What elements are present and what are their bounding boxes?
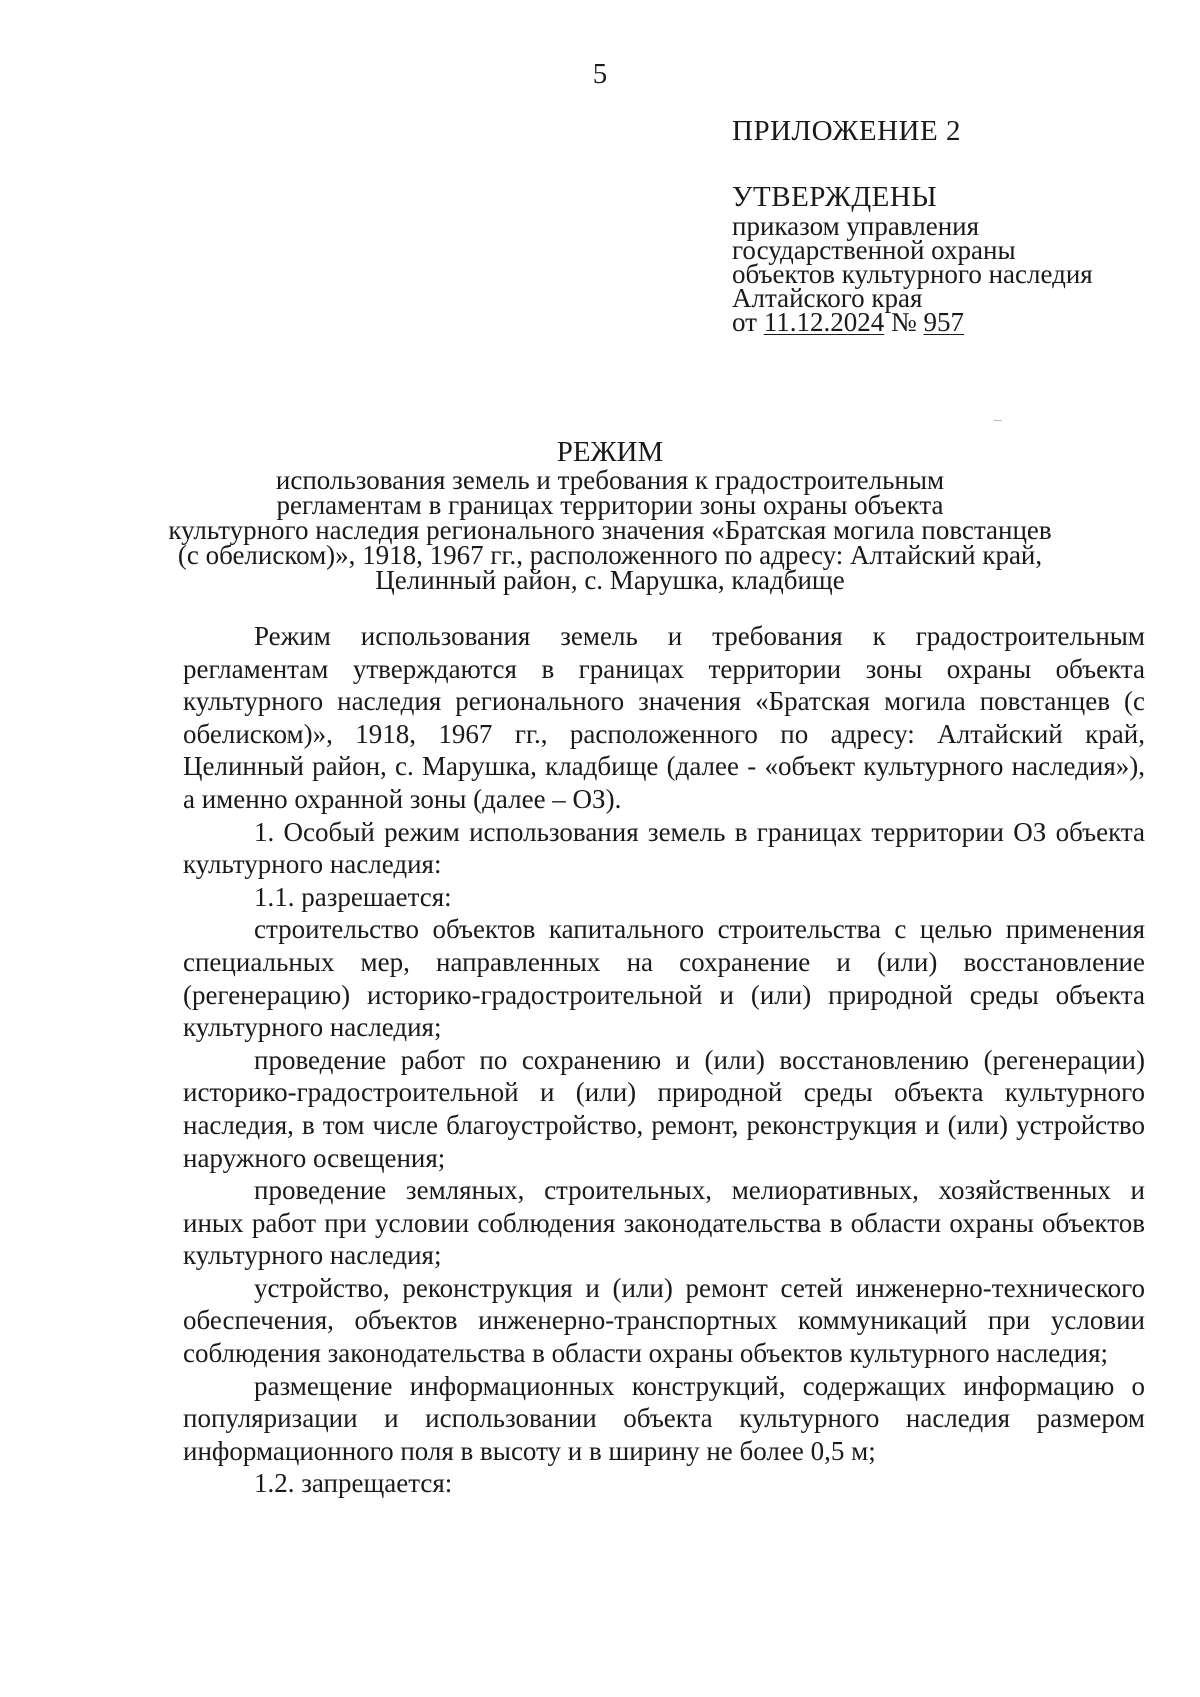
paragraph-allowed-preservation: проведение работ по сохранению и (или) восстановлению (регенерации) историко-градостроительной и (или) природной среды объекта культурного наследия, в том числе благоустройство, ремонт, реконструкция и (или) устройство наружного освещения; [183,1044,1145,1173]
paragraph-item-1: 1. Особый режим использования земель в границах территории ОЗ объекта культурного наследия: [183,816,1145,880]
title-line: (с обелиском)», 1918, 1967 гг., расположенного по адресу: Алтайский край, [177,540,1043,570]
paragraph-allowed-networks: устройство, реконструкция и (или) ремонт сетей инженерно-технического обеспечения, объектов инженерно-транспортных коммуникаций при условии соблюдения законодательства в области охраны объектов культурного наследия; [183,1272,1145,1369]
paragraph-item-1-2: 1.2. запрещается: [254,1468,453,1499]
title-line: использования земель и требования к градостроительным [275,465,945,495]
paragraph-allowed-earthworks: проведение земляных, строительных, мелиоративных, хозяйственных и иных работ при условии соблюдения законодательства в области охраны объектов культурного наследия; [183,1175,1145,1271]
approval-date-line [732,307,1162,337]
approval-date: 11.12.2024 [763,307,885,337]
date-prefix: от [732,307,764,337]
document-body [183,620,1145,1500]
paragraph-item-1-1: 1.1. разрешается: [254,881,452,912]
approval-number: 957 [923,307,964,337]
document-title [130,436,1090,593]
approval-title: УТВЕРЖДЕНЫ [732,181,938,213]
paragraph-allowed-construction: строительство объектов капитального строительства с целью применения специальных мер, направленных на сохранение и (или) восстановление (регенерацию) историко-градостроительной и (или) природной среды объекта культурного наследия; [183,914,1145,1043]
approval-line: приказом управления [732,211,980,241]
paragraph-intro: Режим использования земель и требования к градостроительным регламентам утверждаются в границах территории зоны охраны объекта культурного наследия регионального значения «Братская могила повстанцев (с обелиском)», 1918, 1967 гг., расположенного по адресу: Алтайский край, Целинный район, с. Марушка, кладбище (далее - «объект культурного наследия»), а именно охранной зоны (далее – ОЗ). [183,621,1145,814]
appendix-label: ПРИЛОЖЕНИЕ 2 [732,115,961,147]
title-line: Целинный район, с. Марушка, кладбище [375,565,845,595]
page-number: 5 [592,58,608,90]
approval-line: государственной охраны [732,235,1016,265]
title-main: РЕЖИМ [556,436,664,468]
title-line: культурного наследия регионального значения «Братская могила повстанцев [168,515,1052,545]
approval-block [732,180,1162,337]
title-line: регламентам в границах территории зоны охраны объекта [276,490,944,520]
scan-mark [994,420,1002,421]
number-prefix: № [884,307,924,337]
approval-line: объектов культурного наследия [732,259,1093,289]
paragraph-allowed-info-structures: размещение информационных конструкций, содержащих информацию о популяризации и использовании объекта культурного наследия размером информационного поля в высоту и в ширину не более 0,5 м; [183,1370,1145,1466]
approval-line: Алтайского края [732,283,923,313]
